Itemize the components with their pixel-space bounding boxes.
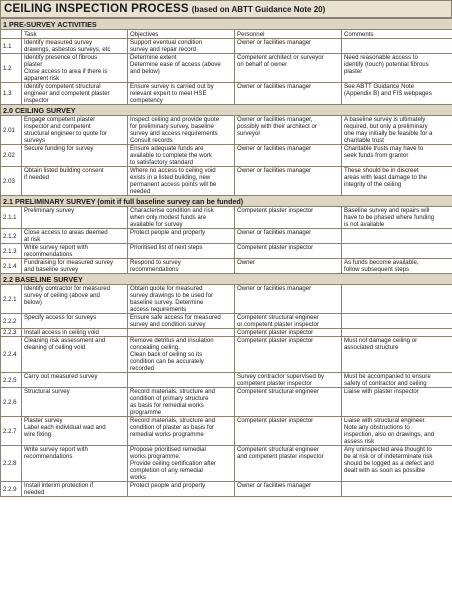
objectives-cell: Protect people and property bbox=[128, 482, 235, 497]
table-row bbox=[1, 207, 452, 229]
personnel-cell: Competent structural engineer bbox=[235, 388, 342, 417]
section-heading: 1 PRE-SURVEY ACTIVITIES bbox=[1, 19, 452, 30]
table-row bbox=[1, 145, 452, 167]
objectives-cell: Support eventual condition survey and repair record bbox=[128, 39, 235, 54]
section-heading-row bbox=[1, 19, 452, 30]
personnel-cell: Survey contractor supervised by competent plaster inspector bbox=[235, 373, 342, 388]
table-row bbox=[1, 446, 452, 482]
comments-cell bbox=[342, 314, 452, 329]
comments-cell: Baseline survey and repairs will have to be phased where funding is not available bbox=[342, 207, 452, 229]
table-row bbox=[1, 54, 452, 83]
table-row bbox=[1, 329, 452, 337]
comments-cell: Any uninspected area thought to be at risk or of indeterminate risk should be logged as a defect and dealt with as soon as possible bbox=[342, 446, 452, 482]
task-cell: Fundraising for measured survey and baseline survey bbox=[22, 259, 128, 274]
column-header-personnel: Personnel bbox=[235, 30, 342, 39]
objectives-cell: Inspect ceiling and provide quote for preliminary survey, baseline survey and access requirements Consult records bbox=[128, 116, 235, 145]
personnel-cell: Owner or facilities manager bbox=[235, 285, 342, 314]
section-heading: 2.2 BASELINE SURVEY bbox=[1, 274, 452, 285]
task-cell: Identify measured survey drawings, asbestos surveys, etc bbox=[22, 39, 128, 54]
objectives-cell: Record materials, structure and condition of primary structure as basis for remedial works programme bbox=[128, 388, 235, 417]
step-number: 2.1.2 bbox=[1, 229, 22, 244]
objectives-cell: Prioritised list of next steps bbox=[128, 244, 235, 259]
table-row bbox=[1, 259, 452, 274]
comments-cell: Liaise with plaster inspector bbox=[342, 388, 452, 417]
step-number: 2.1.4 bbox=[1, 259, 22, 274]
objectives-cell: Ensure survey is carried out by relevant expert to meet HSE competency bbox=[128, 83, 235, 105]
objectives-cell: Propose prioritised remedial works programme. Provide ceiling certification after completion of any remedial works bbox=[128, 446, 235, 482]
comments-cell: A baseline survey is ultimately required, but only a preliminary one may initially be feasible for a charitable trust bbox=[342, 116, 452, 145]
step-number: 2.1.1 bbox=[1, 207, 22, 229]
personnel-cell: Competent structural engineer and competent plaster inspector bbox=[235, 446, 342, 482]
comments-cell: Must be accompanied to ensure safety of contractor and ceiling bbox=[342, 373, 452, 388]
comments-cell bbox=[342, 229, 452, 244]
step-number: 2.02 bbox=[1, 145, 22, 167]
comments-cell bbox=[342, 244, 452, 259]
table-row bbox=[1, 116, 452, 145]
comments-cell: Must not damage ceiling or associated structure bbox=[342, 337, 452, 373]
task-cell: Install interim protection if needed bbox=[22, 482, 128, 497]
step-number: 1.3 bbox=[1, 83, 22, 105]
task-cell: Write survey report with recommendations bbox=[22, 244, 128, 259]
comments-cell: These should be in discreet areas with least damage to the integrity of the ceiling bbox=[342, 167, 452, 196]
task-cell: Install access in ceiling void bbox=[22, 329, 128, 337]
task-cell: Specify access for surveys bbox=[22, 314, 128, 329]
personnel-cell: Owner or facilities manager bbox=[235, 145, 342, 167]
personnel-cell: Competent plaster inspector bbox=[235, 417, 342, 446]
step-number: 2.03 bbox=[1, 167, 22, 196]
table-row bbox=[1, 373, 452, 388]
objectives-cell: Where no access to ceiling void exists in a listed building, new permanent access points will be needed bbox=[128, 167, 235, 196]
column-header-comments: Comments bbox=[342, 30, 452, 39]
table-row bbox=[1, 417, 452, 446]
step-number: 2.2.8 bbox=[1, 446, 22, 482]
task-cell: Plaster survey Label each individual wad and wire fixing bbox=[22, 417, 128, 446]
column-header-row bbox=[1, 30, 452, 39]
personnel-cell: Owner bbox=[235, 259, 342, 274]
comments-cell bbox=[342, 482, 452, 497]
table-row bbox=[1, 388, 452, 417]
title-subtitle: (based on ABTT Guidance Note 20) bbox=[191, 4, 326, 14]
section-heading: 2.1 PRELIMINARY SURVEY (omit if full baseline survey can be funded) bbox=[1, 196, 452, 207]
column-header-number bbox=[1, 30, 22, 39]
objectives-cell: Record materials, structure and condition of plaster as basis for remedial works programme bbox=[128, 417, 235, 446]
personnel-cell: Owner or facilities manager bbox=[235, 482, 342, 497]
personnel-cell: Competent plaster inspector bbox=[235, 244, 342, 259]
personnel-cell: Owner or facilities manager, possibly with their architect or surveyor bbox=[235, 116, 342, 145]
task-cell: Identify contractor for measured survey of ceiling (above and below) bbox=[22, 285, 128, 314]
comments-cell: Charitable trusts may have to seek funds from grantor bbox=[342, 145, 452, 167]
step-number: 1.2 bbox=[1, 54, 22, 83]
task-cell: Obtain listed building consent if needed bbox=[22, 167, 128, 196]
table-row bbox=[1, 229, 452, 244]
objectives-cell: Respond to survey recommendations bbox=[128, 259, 235, 274]
title-main: CEILING INSPECTION PROCESS bbox=[4, 3, 189, 15]
task-cell: Close access to areas deemed at risk bbox=[22, 229, 128, 244]
task-cell: Secure funding for survey bbox=[22, 145, 128, 167]
objectives-cell: Characterise condition and risk when only modest funds are available for survey bbox=[128, 207, 235, 229]
personnel-cell: Owner or facilities manager bbox=[235, 83, 342, 105]
section-heading: 2.0 CEILING SURVEY bbox=[1, 105, 452, 116]
section-heading-row bbox=[1, 274, 452, 285]
comments-cell: See ABTT Guidance Note (Appendix B) and FIS webpages bbox=[342, 83, 452, 105]
table-row bbox=[1, 244, 452, 259]
step-number: 2.2.1 bbox=[1, 285, 22, 314]
section-heading-row bbox=[1, 105, 452, 116]
document-title bbox=[0, 0, 452, 18]
objectives-cell: Determine extent Determine ease of access (above and below) bbox=[128, 54, 235, 83]
column-header-objectives: Objectives bbox=[128, 30, 235, 39]
personnel-cell: Competent plaster inspector bbox=[235, 337, 342, 373]
objectives-cell bbox=[128, 373, 235, 388]
comments-cell: Need reasonable access to identify (touch) potential fibrous plaster bbox=[342, 54, 452, 83]
step-number: 2.2.3 bbox=[1, 329, 22, 337]
step-number: 2.1.3 bbox=[1, 244, 22, 259]
table-row bbox=[1, 39, 452, 54]
table-row bbox=[1, 314, 452, 329]
objectives-cell: Ensure adequate funds are available to complete the work to satisfactory standard bbox=[128, 145, 235, 167]
objectives-cell: Obtain quote for measured survey drawings to be used for baseline survey. Determine access requirements bbox=[128, 285, 235, 314]
objectives-cell: Protect people and property bbox=[128, 229, 235, 244]
personnel-cell: Competent structural engineer or competent plaster inspector bbox=[235, 314, 342, 329]
step-number: 2.2.7 bbox=[1, 417, 22, 446]
task-cell: Preliminary survey bbox=[22, 207, 128, 229]
task-cell: Structural survey bbox=[22, 388, 128, 417]
comments-cell bbox=[342, 285, 452, 314]
task-cell: Cleaning risk assessment and cleaning of ceiling void bbox=[22, 337, 128, 373]
table-row bbox=[1, 83, 452, 105]
comments-cell: As funds become available, follow subsequent steps bbox=[342, 259, 452, 274]
table-row bbox=[1, 482, 452, 497]
step-number: 2.2.9 bbox=[1, 482, 22, 497]
table-row bbox=[1, 167, 452, 196]
task-cell: Engage competent plaster inspector and competent structural engineer to quote for surveys bbox=[22, 116, 128, 145]
comments-cell bbox=[342, 39, 452, 54]
table-body bbox=[1, 19, 452, 497]
personnel-cell: Owner or facilities manager bbox=[235, 229, 342, 244]
personnel-cell: Competent architect or surveyor on behalf of owner bbox=[235, 54, 342, 83]
task-cell: Identify competent structural engineer and competent plaster inspector bbox=[22, 83, 128, 105]
column-header-task: Task bbox=[22, 30, 128, 39]
personnel-cell: Owner or facilities manager bbox=[235, 39, 342, 54]
step-number: 2.01 bbox=[1, 116, 22, 145]
comments-cell: Liaise with structural engineer. Note any obstructions to inspection, also on drawings, and assess risk bbox=[342, 417, 452, 446]
personnel-cell: Competent plaster inspector bbox=[235, 207, 342, 229]
table-row bbox=[1, 285, 452, 314]
task-cell: Carry out measured survey bbox=[22, 373, 128, 388]
table-row bbox=[1, 337, 452, 373]
personnel-cell: Competent plaster inspector bbox=[235, 329, 342, 337]
inspection-process-table bbox=[0, 18, 452, 497]
task-cell: Write survey report with recommendations bbox=[22, 446, 128, 482]
objectives-cell: Ensure safe access for measured survey and condition survey bbox=[128, 314, 235, 329]
comments-cell bbox=[342, 329, 452, 337]
step-number: 2.2.4 bbox=[1, 337, 22, 373]
section-heading-row bbox=[1, 196, 452, 207]
step-number: 2.2.6 bbox=[1, 388, 22, 417]
step-number: 2.2.2 bbox=[1, 314, 22, 329]
objectives-cell bbox=[128, 329, 235, 337]
step-number: 2.2.5 bbox=[1, 373, 22, 388]
step-number: 1.1 bbox=[1, 39, 22, 54]
task-cell: Identify presence of fibrous plaster Close access to area if there is apparent risk bbox=[22, 54, 128, 83]
objectives-cell: Remove detritus and insulation concealing ceiling. Clean back of ceiling so its condition can be accurately recorded bbox=[128, 337, 235, 373]
personnel-cell: Owner or facilities manager bbox=[235, 167, 342, 196]
